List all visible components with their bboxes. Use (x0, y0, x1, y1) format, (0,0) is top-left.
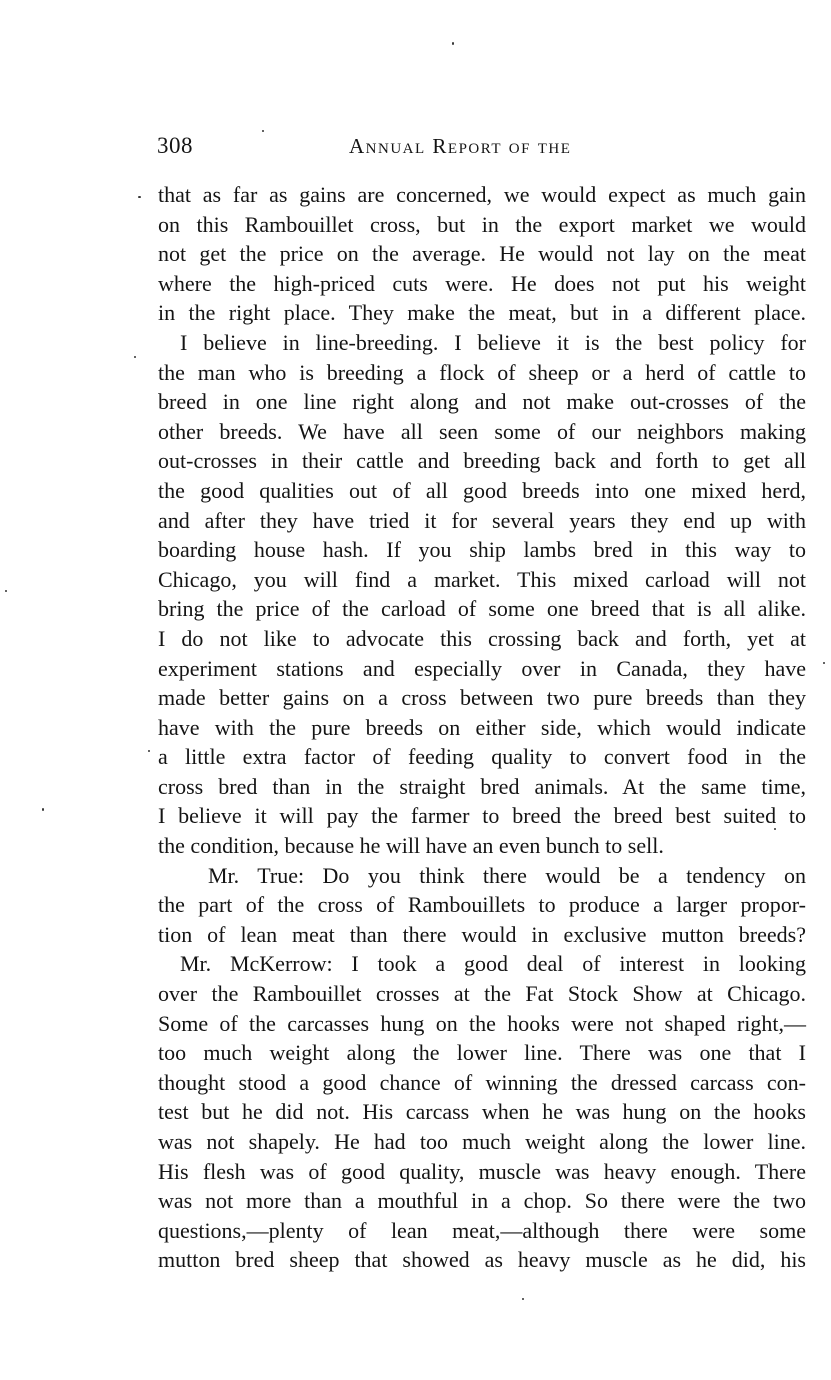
text-line: the condition, because he will have an even bunch to sell. (158, 833, 664, 859)
text-line: that as far as gains are concerned, we would expect as much gain (158, 182, 806, 207)
scan-speck (774, 828, 776, 830)
text-line: Mr. McKerrow: I took a good deal of interest in looking (180, 951, 806, 977)
text-line: other breeds. We have all seen some of our neighbors making (158, 418, 806, 444)
text-line: mutton bred sheep that showed as heavy muscle as he did, his (158, 1247, 806, 1273)
scan-speck (262, 130, 264, 132)
text-line: experiment stations and especially over in Canada, they have (158, 655, 806, 681)
text-line: thought stood a good chance of winning the dressed carcass con- (158, 1069, 806, 1095)
text-line: test but he did not. His carcass when he was hung on the hooks (158, 1099, 806, 1125)
text-line: too much weight along the lower line. There was one that I (158, 1040, 806, 1066)
text-line: not get the price on the average. He would not lay on the meat (158, 241, 806, 267)
text-line: Chicago, you will find a market. This mixed carload will not (158, 566, 806, 592)
text-line: where the high-priced cuts were. He does not put his weight (158, 270, 806, 296)
text-line: cross bred than in the straight bred animals. At the same time, (158, 773, 806, 799)
text-line: over the Rambouillet crosses at the Fat Stock Show at Chicago. (158, 981, 806, 1007)
scan-speck (42, 808, 44, 811)
scan-speck (452, 42, 454, 45)
running-head: Annual Report of the (349, 134, 572, 158)
text-line: breed in one line right along and not make out-crosses of the (158, 389, 806, 415)
text-line: His flesh was of good quality, muscle was heavy enough. There (158, 1158, 806, 1184)
scan-speck (148, 750, 150, 752)
page-number: 308 (157, 133, 193, 158)
text-line: I believe it will pay the farmer to breed the breed best suited to (158, 803, 806, 829)
text-line: questions,—plenty of lean meat,—although there were some (158, 1217, 806, 1243)
text-line: Some of the carcasses hung on the hooks were not shaped right,— (158, 1010, 806, 1036)
text-line: Mr. True: Do you think there would be a tendency on (208, 862, 806, 888)
scan-speck (823, 662, 825, 664)
text-line: the part of the cross of Rambouillets to produce a larger propor- (158, 892, 806, 918)
text-line: tion of lean meat than there would in exclusive mutton breeds? (158, 921, 806, 947)
scan-speck (522, 1298, 524, 1300)
text-line: was not shapely. He had too much weight along the lower line. (158, 1129, 806, 1154)
text-line: boarding house hash. If you ship lambs bred in this way to (158, 537, 806, 563)
scan-speck (134, 356, 136, 358)
page-header (157, 133, 807, 163)
text-line: in the right place. They make the meat, but in a different place. (158, 300, 806, 326)
text-line: the man who is breeding a flock of sheep or a herd of cattle to (158, 359, 806, 385)
scan-speck (5, 590, 7, 592)
text-line: bring the price of the carload of some one breed that is all alike. (158, 596, 806, 622)
text-line: I believe in line-breeding. I believe it is the best policy for (180, 329, 806, 355)
scan-speck (138, 196, 141, 198)
text-line: and after they have tried it for several years they end up with (158, 507, 806, 533)
text-line: the good qualities out of all good breeds into one mixed herd, (158, 477, 806, 503)
text-line: on this Rambouillet cross, but in the export market we would (158, 211, 806, 237)
text-line: made better gains on a cross between two pure breeds than they (158, 685, 806, 711)
text-line: have with the pure breeds on either side, which would indicate (158, 714, 806, 740)
text-line: was not more than a mouthful in a chop. So there were the two (158, 1188, 806, 1214)
body-text (158, 180, 806, 1275)
text-line: I do not like to advocate this crossing back and forth, yet at (158, 625, 806, 651)
text-line: a little extra factor of feeding quality to convert food in the (158, 744, 806, 770)
text-line: out-crosses in their cattle and breeding back and forth to get all (158, 448, 806, 474)
